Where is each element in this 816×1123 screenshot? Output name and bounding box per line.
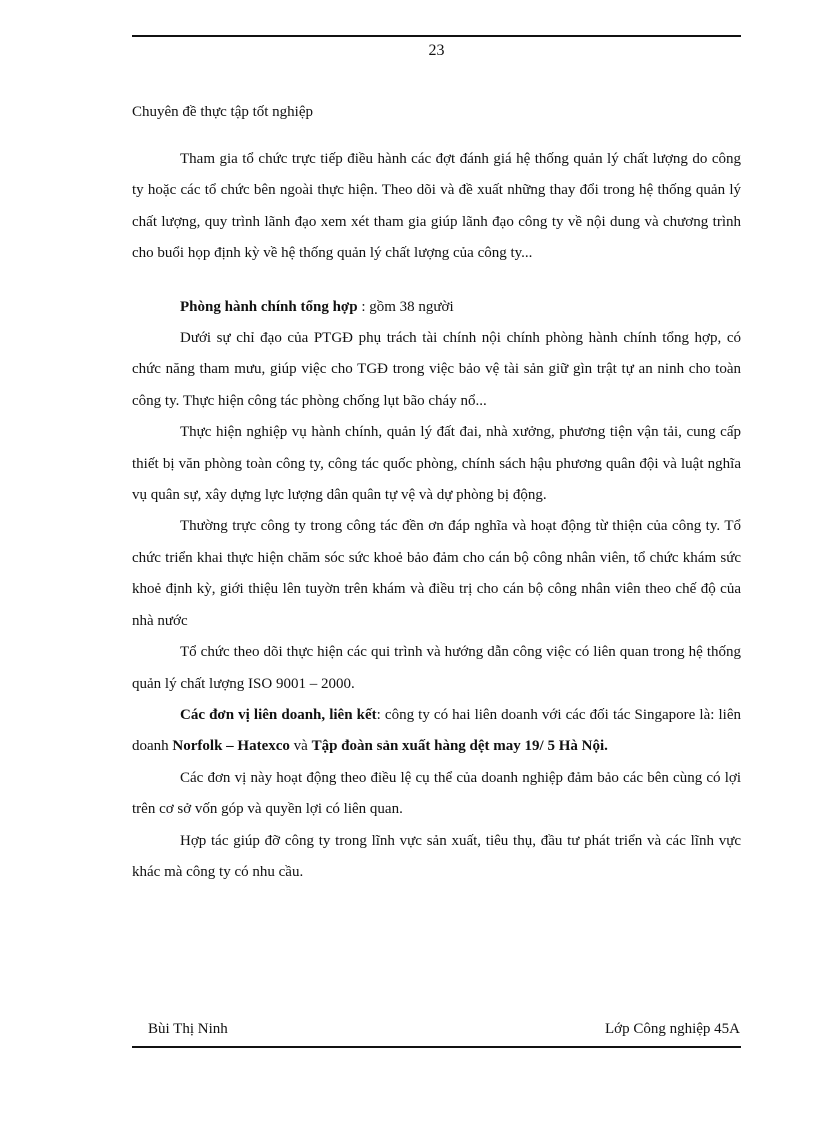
- paragraph-cooperation: [132, 826, 741, 889]
- section-title: Phòng hành chính tổng hợp: [180, 298, 358, 315]
- paragraph-joint-ventures: [132, 700, 741, 763]
- footer-class: Lớp Công nghiệp 45A: [604, 1021, 740, 1037]
- paragraph-text: Thường trực công ty trong công tác đền ơn đáp nghĩa và hoạt động từ thiện của công ty. Tổ chức triển khai thực hiện chăm sóc sức khoẻ bảo đảm cho cán bộ công nhân viên, tổ chức khám sức khoẻ định kỳ, giới thiệu lên tuyờn trên khám và điều trị cho cán bộ công nhân viên theo chế độ của nhà nước: [132, 518, 741, 629]
- paragraph-quality-management: [132, 144, 741, 270]
- header-rule: [132, 35, 741, 37]
- paragraph-admin-role: [132, 323, 741, 417]
- paragraph-welfare: [132, 511, 741, 637]
- section-subtitle: : gồm 38 người: [357, 298, 454, 315]
- paragraph-text: Hợp tác giúp đỡ công ty trong lĩnh vực sản xuất, tiêu thụ, đầu tư phát triển và các lĩnh vực khác mà công ty có nhu cầu.: [132, 832, 741, 880]
- page-number: 23: [428, 42, 445, 59]
- paragraph-text: Dưới sự chỉ đạo của PTGĐ phụ trách tài chính nội chính phòng hành chính tổng hợp, có chức năng tham mưu, giúp việc cho TGĐ trong việc bảo vệ tài sản giữ gìn trật tự an ninh cho toàn công ty. Thực hiện công tác phòng chống lụt bão cháy nổ...: [132, 330, 741, 409]
- paragraph-text: Tham gia tổ chức trực tiếp điều hành các đợt đánh giá hệ thống quản lý chất lượng do công ty hoặc các tổ chức bên ngoài thực hiện. Theo dõi và đề xuất những thay đổi trong hệ thống quản lý chất lượng, quy trình lãnh đạo xem xét tham gia giúp lãnh đạo công ty về nội dung và chương trình cho buổi họp định kỳ về hệ thống quản lý chất lượng của công ty...: [132, 151, 741, 262]
- paragraph-charter: [132, 763, 741, 826]
- joint-venture-text: : công ty có hai liên doanh với các đối tác Singapore là: liên doanh: [132, 706, 742, 755]
- paragraph-text: Thực hiện nghiệp vụ hành chính, quản lý đất đai, nhà xưởng, phương tiện vận tải, cung cấp thiết bị văn phòng toàn công ty, công tác quốc phòng, chính sách hậu phương quân đội và luật nghĩa vụ quân sự, xây dựng lực lượng dân quân tự vệ và dự phòng bị động.: [132, 424, 741, 504]
- joint-venture-title: Các đơn vị liên doanh, liên kết: [180, 706, 377, 723]
- section-heading-admin: [132, 292, 741, 323]
- footer-author: Bùi Thị Ninh: [148, 1021, 228, 1037]
- document-body: [132, 144, 741, 888]
- paragraph-iso: [132, 637, 741, 700]
- joint-venture-name-1: Norfolk – Hatexco: [172, 738, 290, 755]
- header-title: Chuyên đề thực tập tốt nghiệp: [132, 104, 314, 120]
- joint-venture-connector: và: [289, 738, 312, 755]
- paragraph-text: Tổ chức theo dõi thực hiện các qui trình và hướng dẫn công việc có liên quan trong hệ thống quản lý chất lượng ISO 9001 – 2000.: [132, 644, 741, 692]
- paragraph-admin-tasks: [132, 417, 741, 511]
- paragraph-text: Các đơn vị này hoạt động theo điều lệ cụ thể của doanh nghiệp đảm bảo các bên cùng có lợi trên cơ sở vốn góp và quyền lợi có liên quan.: [132, 769, 741, 818]
- footer-rule: [132, 1046, 741, 1048]
- joint-venture-name-2: Tập đoàn sản xuất hàng dệt may 19/ 5 Hà Nội.: [311, 738, 608, 755]
